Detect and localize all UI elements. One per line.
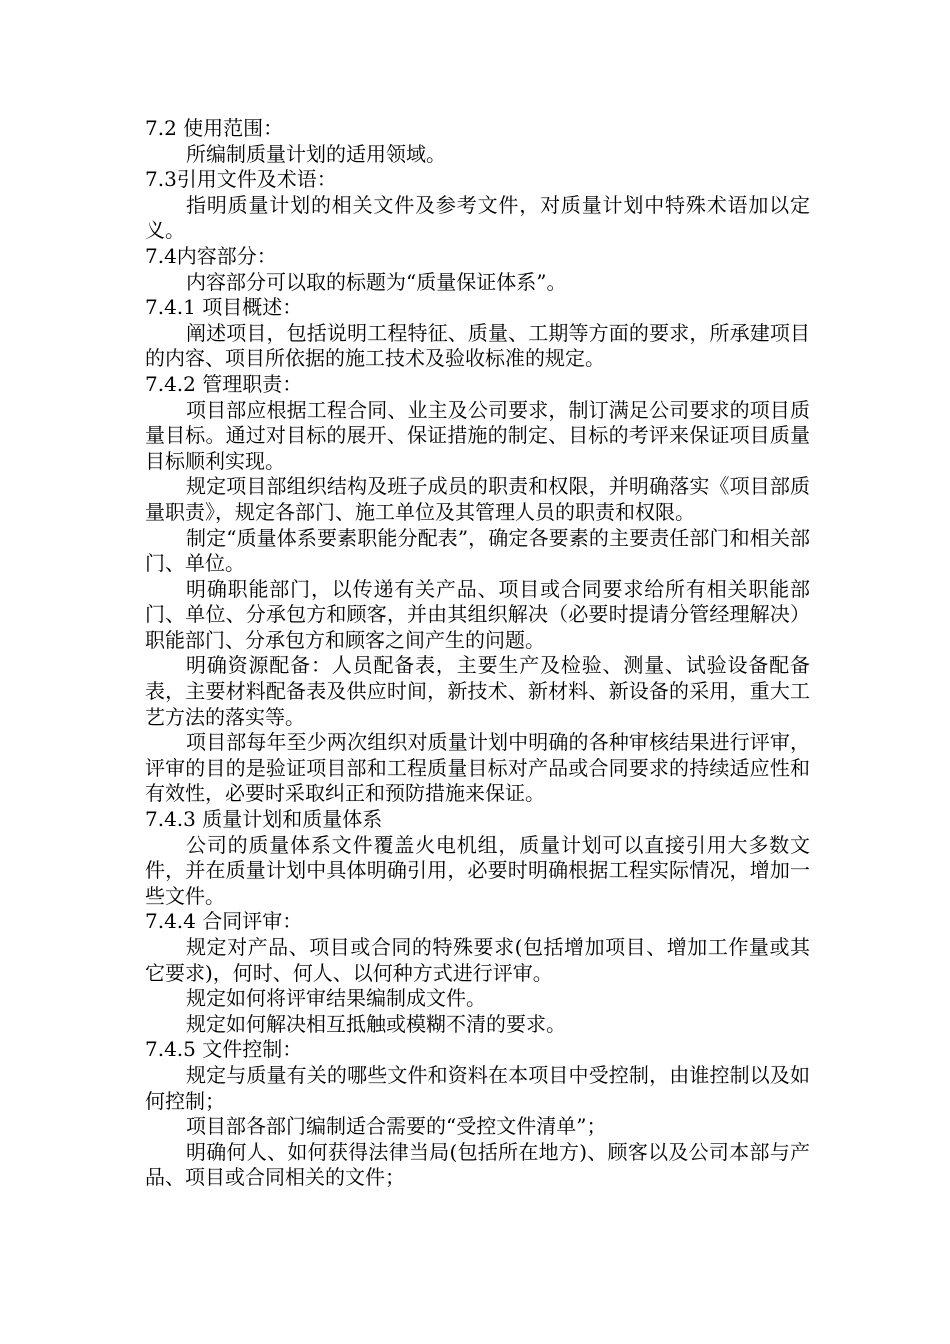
section-heading-7-4-3: 7.4.3 质量计划和质量体系: [145, 807, 383, 832]
paragraph: 阐述项目，包括说明工程特征、质量、工期等方面的要求，所承建项目的内容、项目所依据的施工技术及验收标准的规定。: [145, 320, 810, 371]
section-heading-7-4-1: 7.4.1 项目概述：: [145, 295, 303, 320]
section-heading-7-4-4: 7.4.4 合同评审：: [145, 909, 303, 934]
section-heading-7-2: 7.2 使用范围：: [145, 116, 284, 140]
paragraph: 明确职能部门，以传递有关产品、项目或合同要求给所有相关职能部门、单位、分承包方和顾客，并由其组织解决（必要时提请分管经理解决）职能部门、分承包方和顾客之间产生的问题。: [145, 576, 810, 652]
document-page: [145, 116, 810, 1191]
paragraph: 规定如何解决相互抵触或模糊不清的要求。: [186, 1011, 566, 1036]
section-heading-7-4-2: 7.4.2 管理职责：: [145, 371, 303, 396]
section-heading-7-3: 7.3引用文件及术语：: [145, 167, 337, 192]
paragraph: 项目部每年至少两次组织对质量计划中明确的各种审核结果进行评审，评审的目的是验证项目部和工程质量目标对产品或合同要求的持续适应性和有效性，必要时采取纠正和预防措施来保证。: [145, 730, 810, 806]
paragraph: 规定如何将评审结果编制成文件。: [186, 986, 486, 1011]
paragraph: 制定“质量体系要素职能分配表”，确定各要素的主要责任部门和相关部门、单位。: [145, 525, 810, 576]
section-heading-7-4-5: 7.4.5 文件控制：: [145, 1037, 303, 1062]
paragraph: 规定项目部组织结构及班子成员的职责和权限，并明确落实《项目部质量职责》，规定各部门、施工单位及其管理人员的职责和权限。: [145, 474, 810, 524]
paragraph: 规定对产品、项目或合同的特殊要求(包括增加项目、增加工作量或其它要求)，何时、何人、以何种方式进行评审。: [145, 935, 810, 985]
paragraph: 明确资源配备：人员配备表，主要生产及检验、测量、试验设备配备表，主要材料配备表及供应时间，新技术、新材料、新设备的采用，重大工艺方法的落实等。: [145, 653, 810, 729]
paragraph: 公司的质量体系文件覆盖火电机组，质量计划可以直接引用大多数文件，并在质量计划中具体明确引用，必要时明确根据工程实际情况，增加一些文件。: [145, 832, 810, 908]
paragraph: 项目部各部门编制适合需要的“受控文件清单”；: [186, 1114, 607, 1139]
paragraph: 指明质量计划的相关文件及参考文件，对质量计划中特殊术语加以定义。: [145, 192, 810, 243]
paragraph: 规定与质量有关的哪些文件和资料在本项目中受控制，由谁控制以及如何控制；: [145, 1062, 810, 1113]
paragraph: 明确何人、如何获得法律当局(包括所在地方)、顾客以及公司本部与产品、项目或合同相关的文件；: [145, 1139, 810, 1190]
paragraph: 项目部应根据工程合同、业主及公司要求，制订满足公司要求的项目质量目标。通过对目标的展开、保证措施的制定、目标的考评来保证项目质量目标顺利实现。: [145, 397, 810, 473]
paragraph: 所编制质量计划的适用领域。: [186, 141, 446, 166]
paragraph: 内容部分可以取的标题为“质量保证体系”。: [186, 269, 567, 294]
section-heading-7-4: 7.4内容部分：: [145, 243, 277, 268]
